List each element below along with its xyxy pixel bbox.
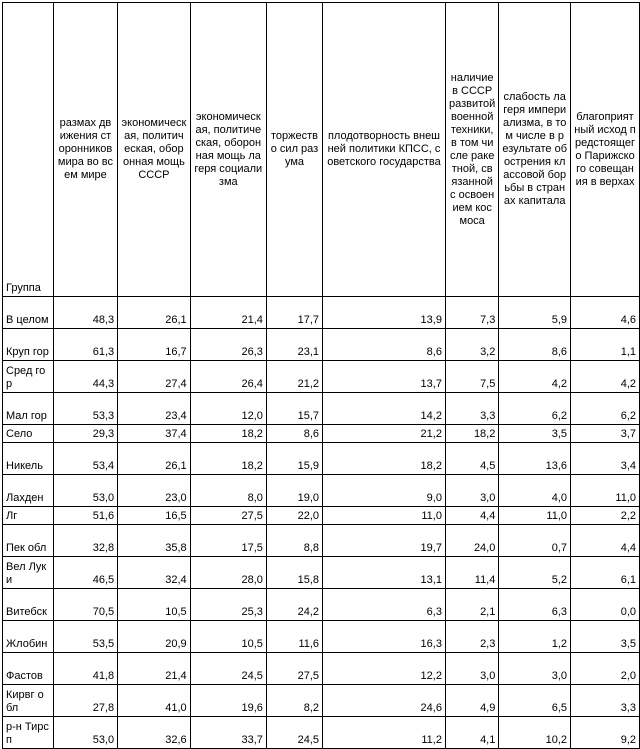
table-cell: 4,1	[445, 717, 498, 749]
table-cell: 18,2	[445, 425, 498, 443]
table-cell: 41,8	[53, 653, 117, 685]
table-cell: 24,0	[445, 525, 498, 557]
table-cell: 24,6	[323, 685, 446, 717]
table-row	[3, 525, 640, 557]
table-cell: 7,5	[445, 361, 498, 393]
row-group-label: Пек обл	[3, 525, 54, 557]
table-cell: 41,0	[118, 685, 191, 717]
table-cell: 17,5	[190, 525, 266, 557]
header-cell: размах движения сторонников мира во всем мире	[53, 3, 117, 297]
table-cell: 29,3	[53, 425, 117, 443]
table-cell: 25,3	[190, 589, 266, 621]
table-cell: 21,2	[323, 425, 446, 443]
row-group-label: Фастов	[3, 653, 54, 685]
table-cell: 19,6	[190, 685, 266, 717]
table-cell: 2,1	[445, 589, 498, 621]
table-cell: 26,1	[118, 443, 191, 475]
header-cell: торжество сил разума	[266, 3, 322, 297]
header-cell: благоприятный исход предстоящего Парижского совещания в верхах	[571, 3, 640, 297]
table-cell: 4,2	[499, 361, 571, 393]
table-cell: 70,5	[53, 589, 117, 621]
table-cell: 10,2	[499, 717, 571, 749]
table-row	[3, 443, 640, 475]
table-cell: 27,5	[266, 653, 322, 685]
table-cell: 27,5	[190, 507, 266, 525]
table-cell: 8,8	[266, 525, 322, 557]
table-cell: 4,4	[445, 507, 498, 525]
table-cell: 18,2	[323, 443, 446, 475]
table-cell: 61,3	[53, 329, 117, 361]
header-cell: слабость лагеря империализма, в том числе в результате обострения классовой борьбы в странах капитала	[499, 3, 571, 297]
table-cell: 24,5	[266, 717, 322, 749]
header-cell: плодотворность внешней политики КПСС, советского государства	[323, 3, 446, 297]
table-row	[3, 589, 640, 621]
table-cell: 53,0	[53, 717, 117, 749]
table-cell: 1,2	[499, 621, 571, 653]
table-cell: 26,3	[190, 329, 266, 361]
table-cell: 23,0	[118, 475, 191, 507]
table-cell: 32,8	[53, 525, 117, 557]
table-row	[3, 653, 640, 685]
table-cell: 3,2	[445, 329, 498, 361]
table-cell: 18,2	[190, 443, 266, 475]
table-cell: 19,0	[266, 475, 322, 507]
table-cell: 0,7	[499, 525, 571, 557]
table-cell: 3,5	[499, 425, 571, 443]
header-cell: экономическая, политическая, оборонная мощь СССР	[118, 3, 191, 297]
table-cell: 13,6	[499, 443, 571, 475]
header-cell: наличие в СССР развитой военной техники, в том числе ракетной, связанной с освоением космоса	[445, 3, 498, 297]
table-cell: 21,4	[190, 297, 266, 329]
table-cell: 15,7	[266, 393, 322, 425]
table-cell: 19,7	[323, 525, 446, 557]
table-cell: 11,2	[323, 717, 446, 749]
table-cell: 6,2	[571, 393, 640, 425]
row-group-label: р-н Тирсп	[3, 717, 54, 749]
table-cell: 11,0	[571, 475, 640, 507]
table-cell: 22,0	[266, 507, 322, 525]
table-row	[3, 329, 640, 361]
table-cell: 32,6	[118, 717, 191, 749]
table-row	[3, 717, 640, 749]
table-cell: 3,7	[571, 425, 640, 443]
table-cell: 4,2	[571, 361, 640, 393]
table-body	[3, 297, 640, 749]
header-cell: экономическая, политическая, оборонная мощь лагеря социализма	[190, 3, 266, 297]
results-table	[2, 2, 640, 749]
table-cell: 6,3	[323, 589, 446, 621]
table-cell: 33,7	[190, 717, 266, 749]
table-cell: 9,2	[571, 717, 640, 749]
table-cell: 9,0	[323, 475, 446, 507]
table-cell: 3,0	[445, 475, 498, 507]
table-cell: 28,0	[190, 557, 266, 589]
table-cell: 24,5	[190, 653, 266, 685]
table-row	[3, 425, 640, 443]
table-row	[3, 361, 640, 393]
table-cell: 12,2	[323, 653, 446, 685]
table-header-row	[3, 3, 640, 297]
table-cell: 32,4	[118, 557, 191, 589]
table-cell: 17,7	[266, 297, 322, 329]
table-cell: 26,4	[190, 361, 266, 393]
table-cell: 7,3	[445, 297, 498, 329]
table-cell: 6,2	[499, 393, 571, 425]
table-cell: 4,6	[571, 297, 640, 329]
row-group-label: Сред гор	[3, 361, 54, 393]
table-cell: 11,0	[323, 507, 446, 525]
table-cell: 11,0	[499, 507, 571, 525]
table-cell: 8,2	[266, 685, 322, 717]
table-cell: 6,3	[499, 589, 571, 621]
table-cell: 13,7	[323, 361, 446, 393]
table-cell: 53,0	[53, 475, 117, 507]
row-group-label: Никель	[3, 443, 54, 475]
row-group-label: Круп гор	[3, 329, 54, 361]
table-cell: 27,8	[53, 685, 117, 717]
table-cell: 4,5	[445, 443, 498, 475]
table-row	[3, 393, 640, 425]
table-row	[3, 297, 640, 329]
table-cell: 6,1	[571, 557, 640, 589]
table-cell: 3,3	[571, 685, 640, 717]
table-cell: 4,4	[571, 525, 640, 557]
header-cell-group: Группа	[3, 3, 54, 297]
table-cell: 3,5	[571, 621, 640, 653]
table-cell: 53,4	[53, 443, 117, 475]
row-group-label: Жлобин	[3, 621, 54, 653]
table-cell: 15,9	[266, 443, 322, 475]
table-cell: 3,0	[499, 653, 571, 685]
table-cell: 46,5	[53, 557, 117, 589]
table-row	[3, 557, 640, 589]
table-cell: 5,9	[499, 297, 571, 329]
table-cell: 24,2	[266, 589, 322, 621]
table-cell: 27,4	[118, 361, 191, 393]
row-group-label: Кирвг обл	[3, 685, 54, 717]
table-cell: 35,8	[118, 525, 191, 557]
table-cell: 5,2	[499, 557, 571, 589]
table-cell: 48,3	[53, 297, 117, 329]
table-cell: 37,4	[118, 425, 191, 443]
table-cell: 14,2	[323, 393, 446, 425]
table-cell: 53,5	[53, 621, 117, 653]
table-cell: 8,6	[499, 329, 571, 361]
table-row	[3, 475, 640, 507]
table-cell: 2,2	[571, 507, 640, 525]
table-cell: 26,1	[118, 297, 191, 329]
table-cell: 10,5	[190, 621, 266, 653]
table-cell: 11,4	[445, 557, 498, 589]
table-row	[3, 621, 640, 653]
table-cell: 3,3	[445, 393, 498, 425]
table-cell: 51,6	[53, 507, 117, 525]
table-cell: 6,5	[499, 685, 571, 717]
table-cell: 21,4	[118, 653, 191, 685]
table-cell: 18,2	[190, 425, 266, 443]
table-cell: 10,5	[118, 589, 191, 621]
table-cell: 13,1	[323, 557, 446, 589]
table-cell: 11,6	[266, 621, 322, 653]
table-cell: 16,5	[118, 507, 191, 525]
table-cell: 4,9	[445, 685, 498, 717]
table-cell: 8,6	[323, 329, 446, 361]
table-cell: 12,0	[190, 393, 266, 425]
table-cell: 16,3	[323, 621, 446, 653]
row-group-label: Вел Луки	[3, 557, 54, 589]
table-cell: 23,4	[118, 393, 191, 425]
table-cell: 3,4	[571, 443, 640, 475]
table-cell: 16,7	[118, 329, 191, 361]
table-cell: 4,0	[499, 475, 571, 507]
table-cell: 13,9	[323, 297, 446, 329]
table-cell: 20,9	[118, 621, 191, 653]
table-cell: 3,0	[445, 653, 498, 685]
row-group-label: Мал гор	[3, 393, 54, 425]
row-group-label: Лахден	[3, 475, 54, 507]
table-cell: 53,3	[53, 393, 117, 425]
table-cell: 44,3	[53, 361, 117, 393]
table-cell: 0,0	[571, 589, 640, 621]
table-cell: 21,2	[266, 361, 322, 393]
row-group-label: Лг	[3, 507, 54, 525]
row-group-label: Село	[3, 425, 54, 443]
row-group-label: В целом	[3, 297, 54, 329]
table-row	[3, 685, 640, 717]
table-cell: 23,1	[266, 329, 322, 361]
table-cell: 15,8	[266, 557, 322, 589]
table-cell: 1,1	[571, 329, 640, 361]
table-cell: 8,0	[190, 475, 266, 507]
table-cell: 8,6	[266, 425, 322, 443]
row-group-label: Витебск	[3, 589, 54, 621]
table-row	[3, 507, 640, 525]
table-cell: 2,0	[571, 653, 640, 685]
table-cell: 2,3	[445, 621, 498, 653]
